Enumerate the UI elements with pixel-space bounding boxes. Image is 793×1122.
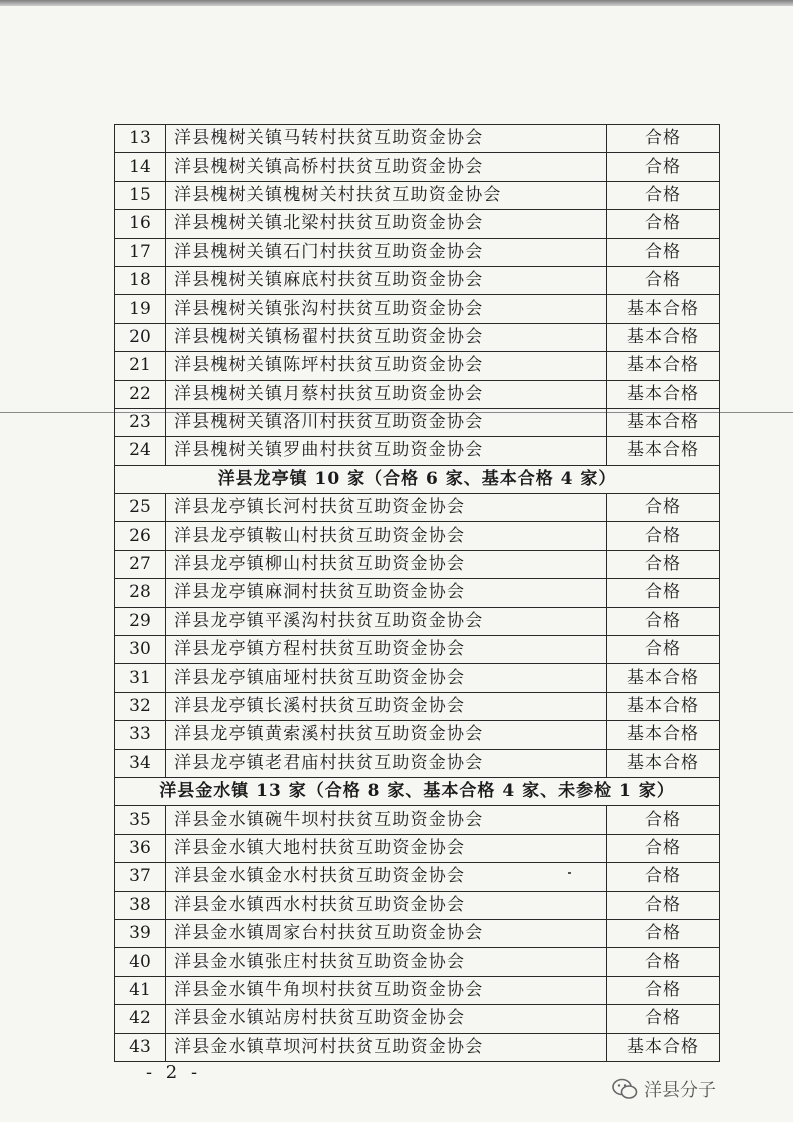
association-name: 洋县槐树关镇石门村扶贫互助资金协会 bbox=[166, 238, 607, 266]
inspection-result: 合格 bbox=[607, 806, 720, 834]
association-name: 洋县槐树关镇槐树关村扶贫互助资金协会 bbox=[166, 181, 607, 209]
association-name: 洋县龙亭镇鞍山村扶贫互助资金协会 bbox=[166, 522, 607, 550]
association-name: 洋县金水镇张庄村扶贫互助资金协会 bbox=[166, 948, 607, 976]
inspection-result: 基本合格 bbox=[607, 295, 720, 323]
inspection-result: 合格 bbox=[607, 238, 720, 266]
row-number: 28 bbox=[115, 579, 166, 607]
table-row bbox=[115, 806, 720, 834]
association-name: 洋县槐树关镇洛川村扶贫互助资金协会 bbox=[166, 408, 607, 436]
inspection-result: 合格 bbox=[607, 522, 720, 550]
table-row bbox=[115, 550, 720, 578]
row-number: 13 bbox=[115, 125, 166, 153]
table-row bbox=[115, 948, 720, 976]
row-number: 20 bbox=[115, 323, 166, 351]
table-row bbox=[115, 721, 720, 749]
row-number: 35 bbox=[115, 806, 166, 834]
row-number: 22 bbox=[115, 380, 166, 408]
table-row bbox=[115, 494, 720, 522]
inspection-result: 合格 bbox=[607, 834, 720, 862]
association-name: 洋县龙亭镇柳山村扶贫互助资金协会 bbox=[166, 550, 607, 578]
table-row bbox=[115, 579, 720, 607]
row-number: 43 bbox=[115, 1033, 166, 1061]
table-row bbox=[115, 522, 720, 550]
association-name: 洋县槐树关镇北梁村扶贫互助资金协会 bbox=[166, 210, 607, 238]
association-name: 洋县槐树关镇杨翟村扶贫互助资金协会 bbox=[166, 323, 607, 351]
wechat-icon bbox=[612, 1078, 638, 1100]
watermark bbox=[612, 1076, 716, 1102]
table-row bbox=[115, 664, 720, 692]
inspection-result: 基本合格 bbox=[607, 323, 720, 351]
table-row bbox=[115, 1033, 720, 1061]
association-name: 洋县龙亭镇方程村扶贫互助资金协会 bbox=[166, 636, 607, 664]
association-name: 洋县槐树关镇罗曲村扶贫互助资金协会 bbox=[166, 437, 607, 465]
inspection-result: 合格 bbox=[607, 1005, 720, 1033]
row-number: 25 bbox=[115, 494, 166, 522]
association-name: 洋县槐树关镇马转村扶贫互助资金协会 bbox=[166, 125, 607, 153]
inspection-result: 合格 bbox=[607, 153, 720, 181]
row-number: 30 bbox=[115, 636, 166, 664]
table-row bbox=[115, 749, 720, 777]
table-row bbox=[115, 323, 720, 351]
association-name: 洋县龙亭镇黄索溪村扶贫互助资金协会 bbox=[166, 721, 607, 749]
inspection-result: 基本合格 bbox=[607, 692, 720, 720]
table-row bbox=[115, 1005, 720, 1033]
inspection-result: 基本合格 bbox=[607, 721, 720, 749]
table-row bbox=[115, 607, 720, 635]
association-name: 洋县金水镇大地村扶贫互助资金协会 bbox=[166, 834, 607, 862]
inspection-result: 合格 bbox=[607, 919, 720, 947]
association-name: 洋县龙亭镇庙垭村扶贫互助资金协会 bbox=[166, 664, 607, 692]
row-number: 29 bbox=[115, 607, 166, 635]
row-number: 17 bbox=[115, 238, 166, 266]
inspection-result: 合格 bbox=[607, 181, 720, 209]
inspection-result: 基本合格 bbox=[607, 352, 720, 380]
association-name: 洋县金水镇周家台村扶贫互助资金协会 bbox=[166, 919, 607, 947]
association-name: 洋县金水镇站房村扶贫互助资金协会 bbox=[166, 1005, 607, 1033]
table-row bbox=[115, 408, 720, 436]
section-heading-jinshui: 洋县金水镇 13 家（合格 8 家、基本合格 4 家、未参检 1 家） bbox=[115, 777, 720, 805]
scan-edge-line bbox=[0, 0, 793, 6]
table-row bbox=[115, 125, 720, 153]
inspection-result: 基本合格 bbox=[607, 380, 720, 408]
association-name: 洋县槐树关镇月蔡村扶贫互助资金协会 bbox=[166, 380, 607, 408]
table-row bbox=[115, 891, 720, 919]
inspection-result: 合格 bbox=[607, 125, 720, 153]
section-heading-longting: 洋县龙亭镇 10 家（合格 6 家、基本合格 4 家） bbox=[115, 465, 720, 493]
association-name: 洋县槐树关镇陈坪村扶贫互助资金协会 bbox=[166, 352, 607, 380]
inspection-result: 合格 bbox=[607, 494, 720, 522]
association-table bbox=[114, 124, 720, 1062]
table-row bbox=[115, 919, 720, 947]
inspection-result: 合格 bbox=[607, 948, 720, 976]
row-number: 34 bbox=[115, 749, 166, 777]
row-number: 40 bbox=[115, 948, 166, 976]
table-row bbox=[115, 834, 720, 862]
association-name: 洋县金水镇西水村扶贫互助资金协会 bbox=[166, 891, 607, 919]
row-number: 21 bbox=[115, 352, 166, 380]
table-row bbox=[115, 295, 720, 323]
table-row bbox=[115, 153, 720, 181]
row-number: 31 bbox=[115, 664, 166, 692]
row-number: 18 bbox=[115, 266, 166, 294]
inspection-result: 合格 bbox=[607, 210, 720, 238]
table-row bbox=[115, 238, 720, 266]
table-row bbox=[115, 266, 720, 294]
association-name: 洋县金水镇草坝河村扶贫互助资金协会 bbox=[166, 1033, 607, 1061]
row-number: 41 bbox=[115, 976, 166, 1004]
row-number: 42 bbox=[115, 1005, 166, 1033]
row-number: 27 bbox=[115, 550, 166, 578]
row-number: 23 bbox=[115, 408, 166, 436]
section-row bbox=[115, 777, 720, 805]
association-name: 洋县龙亭镇老君庙村扶贫互助资金协会 bbox=[166, 749, 607, 777]
row-number: 19 bbox=[115, 295, 166, 323]
association-name: 洋县金水镇牛角坝村扶贫互助资金协会 bbox=[166, 976, 607, 1004]
row-number: 38 bbox=[115, 891, 166, 919]
inspection-result: 合格 bbox=[607, 579, 720, 607]
table-row bbox=[115, 636, 720, 664]
row-number: 24 bbox=[115, 437, 166, 465]
table-row bbox=[115, 437, 720, 465]
row-number: 39 bbox=[115, 919, 166, 947]
inspection-result: 合格 bbox=[607, 266, 720, 294]
association-name: 洋县龙亭镇平溪沟村扶贫互助资金协会 bbox=[166, 607, 607, 635]
inspection-result: 合格 bbox=[607, 863, 720, 891]
association-name: 洋县龙亭镇麻洞村扶贫互助资金协会 bbox=[166, 579, 607, 607]
inspection-result: 合格 bbox=[607, 550, 720, 578]
row-number: 37 bbox=[115, 863, 166, 891]
row-number: 16 bbox=[115, 210, 166, 238]
association-name: 洋县槐树关镇张沟村扶贫互助资金协会 bbox=[166, 295, 607, 323]
association-name: 洋县槐树关镇高桥村扶贫互助资金协会 bbox=[166, 153, 607, 181]
section-row bbox=[115, 465, 720, 493]
row-number: 15 bbox=[115, 181, 166, 209]
row-number: 14 bbox=[115, 153, 166, 181]
inspection-result: 基本合格 bbox=[607, 749, 720, 777]
table-row bbox=[115, 352, 720, 380]
association-name: 洋县金水镇金水村扶贫互助资金协会 bbox=[166, 863, 607, 891]
table-row bbox=[115, 976, 720, 1004]
inspection-result: 基本合格 bbox=[607, 664, 720, 692]
inspection-result: 合格 bbox=[607, 636, 720, 664]
inspection-result: 合格 bbox=[607, 976, 720, 1004]
table-row bbox=[115, 692, 720, 720]
row-number: 36 bbox=[115, 834, 166, 862]
page-number: - 2 - bbox=[146, 1062, 202, 1083]
inspection-result: 基本合格 bbox=[607, 437, 720, 465]
association-name: 洋县龙亭镇长河村扶贫互助资金协会 bbox=[166, 494, 607, 522]
inspection-result: 基本合格 bbox=[607, 408, 720, 436]
table-row bbox=[115, 210, 720, 238]
row-number: 26 bbox=[115, 522, 166, 550]
inspection-result: 基本合格 bbox=[607, 1033, 720, 1061]
association-name: 洋县金水镇碗牛坝村扶贫互助资金协会 bbox=[166, 806, 607, 834]
association-name: 洋县龙亭镇长溪村扶贫互助资金协会 bbox=[166, 692, 607, 720]
inspection-result: 合格 bbox=[607, 891, 720, 919]
table-row bbox=[115, 380, 720, 408]
table-row bbox=[115, 863, 720, 891]
row-number: 32 bbox=[115, 692, 166, 720]
inspection-result: 合格 bbox=[607, 607, 720, 635]
table-row bbox=[115, 181, 720, 209]
row-number: 33 bbox=[115, 721, 166, 749]
watermark-text: 洋县分子 bbox=[644, 1080, 716, 1101]
association-name: 洋县槐树关镇麻底村扶贫互助资金协会 bbox=[166, 266, 607, 294]
